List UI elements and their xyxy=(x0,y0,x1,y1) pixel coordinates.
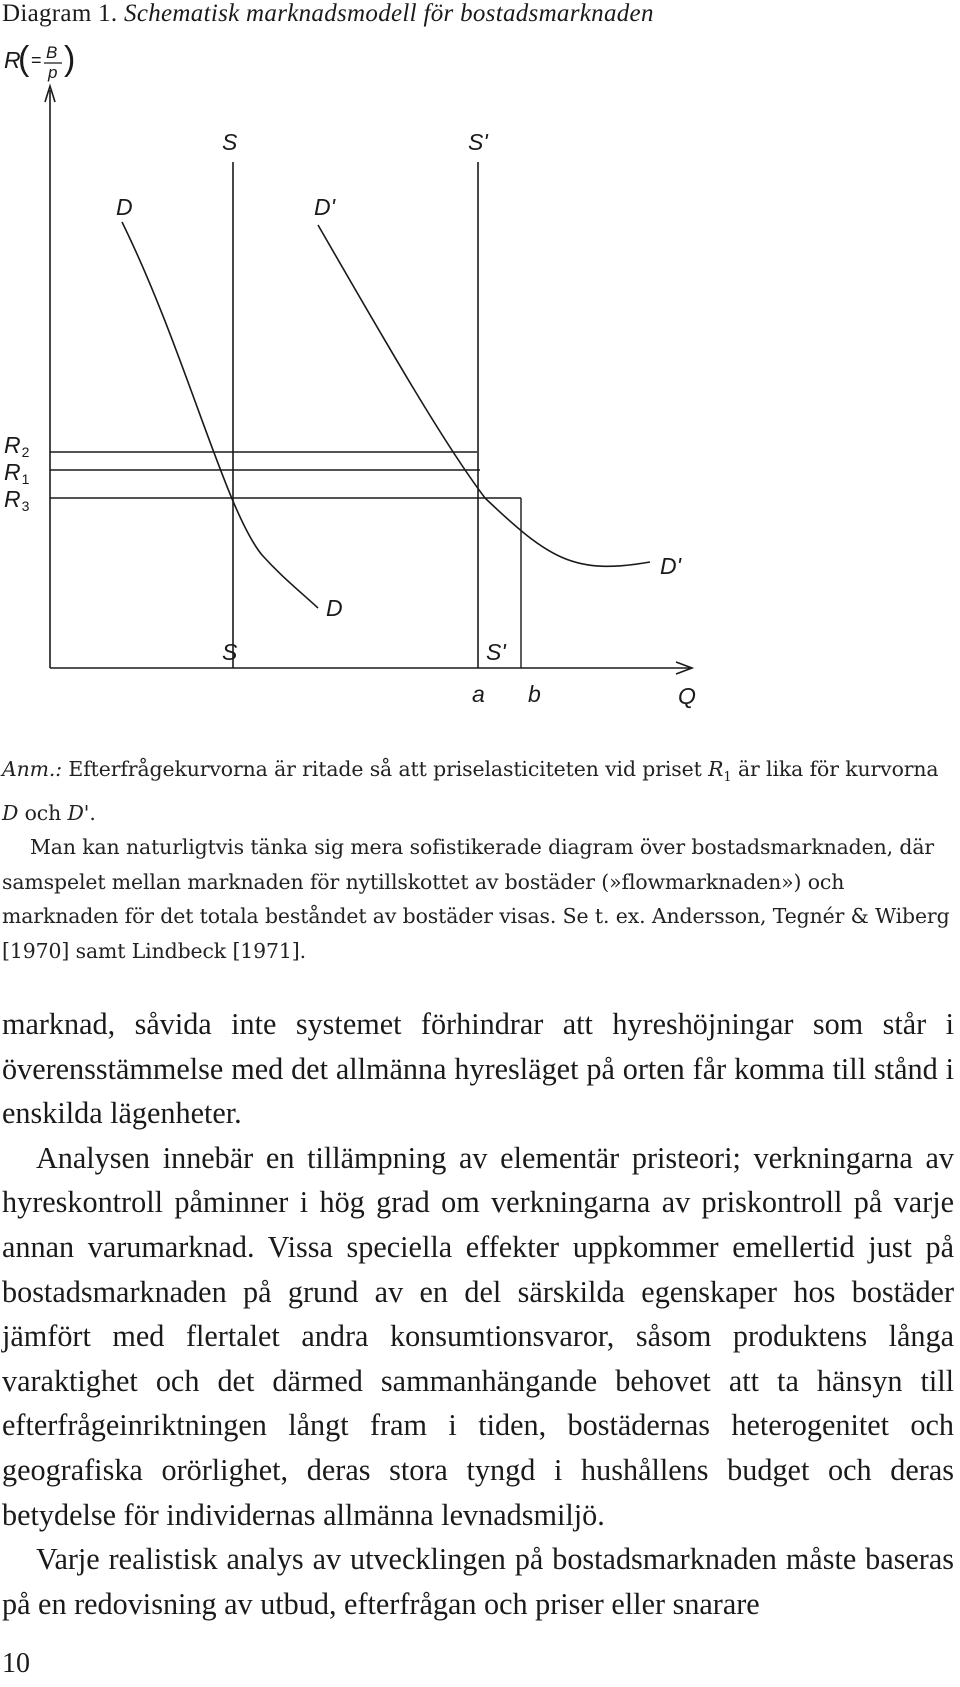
y-axis-paren-right: ) xyxy=(64,40,76,78)
market-model-diagram xyxy=(0,40,700,720)
x-tick-b: b xyxy=(528,681,541,707)
y-axis-eq: = xyxy=(31,50,42,70)
note-paragraph: Man kan naturligtvis tänka sig mera sofistikerade diagram över bostadsmarknaden, där samspelet mellan marknaden för nytillskottet av bostäder (»flowmarknaden») och marknaden för det totala beståndet av bostäder visas. Se t. ex. Andersson, Tegnér & Wiberg [1970] samt Lindbeck [1971]. xyxy=(2,835,950,963)
supply-label-top: S xyxy=(222,129,238,155)
price-label-r2: R2 xyxy=(4,432,30,460)
demand-label-bottom: D xyxy=(326,595,343,621)
caption-title: Schematisk marknadsmodell för bostadsmarknaden xyxy=(124,0,654,27)
body-paragraph-3: Varje realistisk analys av utvecklingen på bostadsmarknaden måste baseras på en redovisning av utbud, efterfrågan och priser eller snarare xyxy=(2,1542,954,1621)
y-axis-paren-left: ( xyxy=(18,40,30,78)
supply-label-bottom: S xyxy=(222,639,238,665)
caption-label: Diagram 1. xyxy=(2,0,118,27)
supply2-label-top: S' xyxy=(468,129,488,155)
demand-curve-d xyxy=(122,222,318,608)
diagram-note xyxy=(2,752,954,968)
price-label-r1: R1 xyxy=(4,459,30,487)
note-anm-label: Anm.: xyxy=(2,757,63,781)
note-r-sub: 1 xyxy=(723,770,732,786)
page-number: 10 xyxy=(2,1648,30,1679)
y-axis-frac-num: B xyxy=(46,43,58,62)
y-axis-frac-den: p xyxy=(48,63,58,82)
supply2-label-bottom: S' xyxy=(486,639,506,665)
demand2-label-top: D' xyxy=(314,194,336,220)
x-axis-label: Q xyxy=(678,683,696,709)
figure-caption xyxy=(2,0,654,28)
body-paragraph-1: marknad, såvida inte systemet förhindrar att hyreshöjningar som står i överensstämmelse med det allmänna hyresläget på orten får komma till stånd i enskilda lägenheter. xyxy=(2,1007,954,1131)
demand-curve-d-prime xyxy=(318,225,650,566)
x-tick-a: a xyxy=(472,681,485,707)
demand-label-top: D xyxy=(116,194,133,220)
price-label-r3: R3 xyxy=(4,486,30,514)
note-r: R xyxy=(708,757,724,781)
demand2-label-bottom: D' xyxy=(660,553,682,579)
body-paragraph-2: Analysen innebär en tillämpning av elementär pristeori; verkningarna av hyreskontroll påminner i hög grad om verkningarna av priskontroll på varje annan varumarknad. Vissa speciella effekter uppkommer emellertid just på bostadsmarknaden på grund av en del särskilda egenskaper hos bostäder jämfört med flertalet andra konsumtionsvaror, såsom produktens långa varaktighet och det därmed sammanhängande behovet att ta hänsyn till efterfrågeinriktningen långt fram i tiden, bostädernas heterogenitet och geografiska orörlighet, deras stora tyngd i hushållens budget och deras betydelse för individernas allmänna levnadsmiljö. xyxy=(2,1140,954,1532)
body-text xyxy=(2,1002,954,1626)
note-anm: Anm.: Efterfrågekurvorna är ritade så att priselasticiteten vid priset $R_1$ är lika för kurvorna D och D'. xyxy=(2,757,939,825)
y-axis-label: R xyxy=(4,47,21,73)
